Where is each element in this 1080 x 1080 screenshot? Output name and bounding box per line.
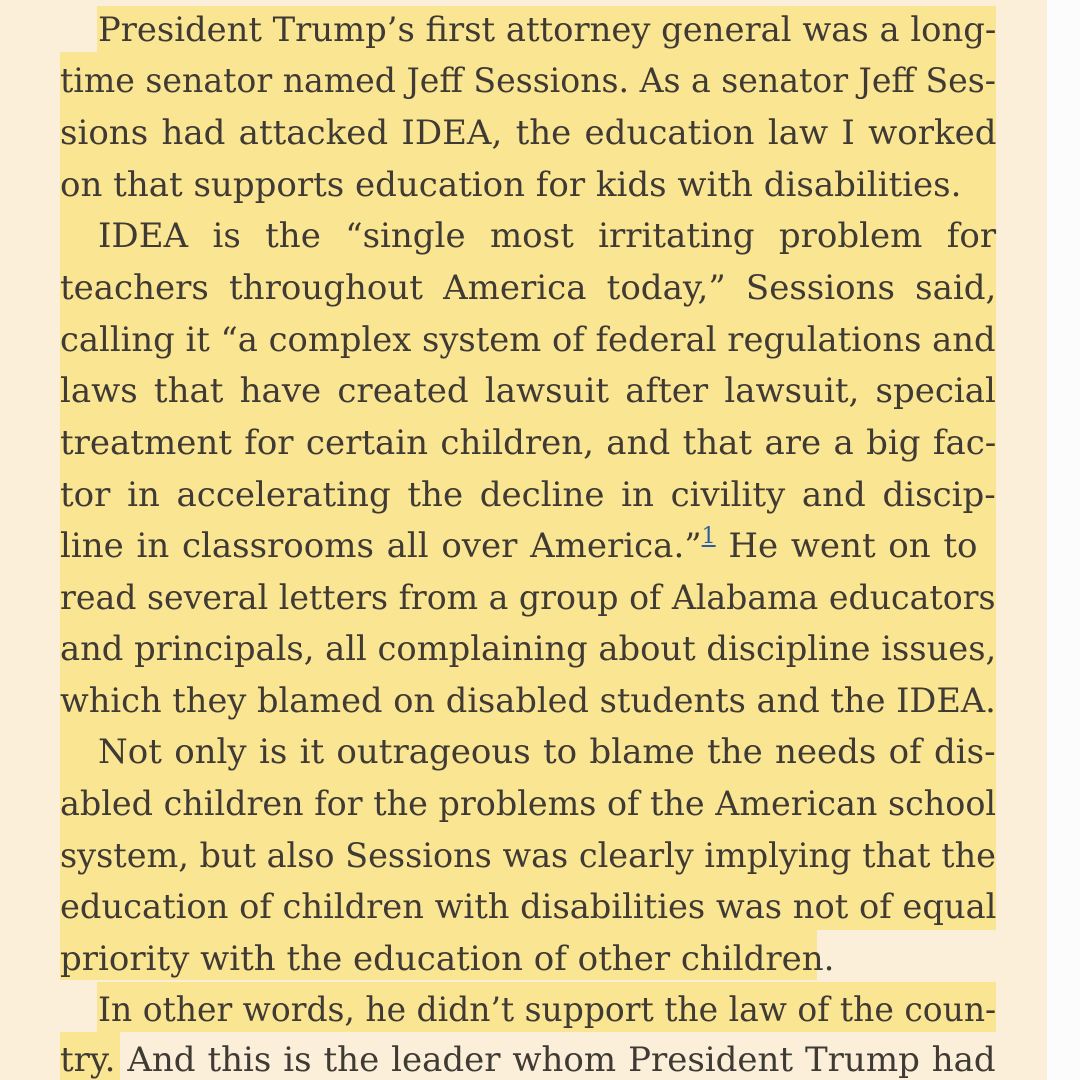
footnote-link[interactable]: 1 [701, 524, 716, 549]
text-line: time senator named Jeff Sessions. As a senator Jeff Ses- [60, 61, 996, 101]
page-margin [1047, 0, 1080, 1080]
text-line: calling it “a complex system of federal regulations and [60, 320, 996, 360]
text-line: treatment for certain children, and that are a big fac- [60, 423, 997, 463]
text-line: abled children for the problems of the American school [60, 784, 997, 824]
text-line: system, but also Sessions was clearly implying that the [60, 836, 996, 876]
text-line: which they blamed on disabled students and the IDEA. [60, 681, 996, 721]
text-line: tor in accelerating the decline in civility and discip- [60, 475, 996, 515]
text-line: on that supports education for kids with disabilities. [60, 165, 962, 205]
text-line: education of children with disabilities was not of equal [60, 887, 997, 927]
text-line: President Trump’s first attorney general was a long- [98, 10, 997, 50]
text-line: and principals, all complaining about discipline issues, [60, 629, 997, 669]
text-line: priority with the education of other children. [60, 939, 835, 979]
text-line: laws that have created lawsuit after lawsuit, special [60, 371, 996, 411]
text-line: sions had attacked IDEA, the education law I worked [60, 113, 997, 153]
text-line: Not only is it outrageous to blame the needs of dis- [98, 732, 996, 772]
text-line: In other words, he didn’t support the law of the coun- [98, 990, 997, 1030]
text-line: try. And this is the leader whom President Trump had [60, 1040, 996, 1080]
text-line: line in classrooms all over America.”$^1$ He went on to [60, 524, 978, 566]
text-line: read several letters from a group of Alabama educators [60, 578, 996, 618]
text-line: teachers throughout America today,” Sessions said, [60, 268, 997, 308]
text-line: IDEA is the “single most irritating problem for [98, 216, 997, 256]
